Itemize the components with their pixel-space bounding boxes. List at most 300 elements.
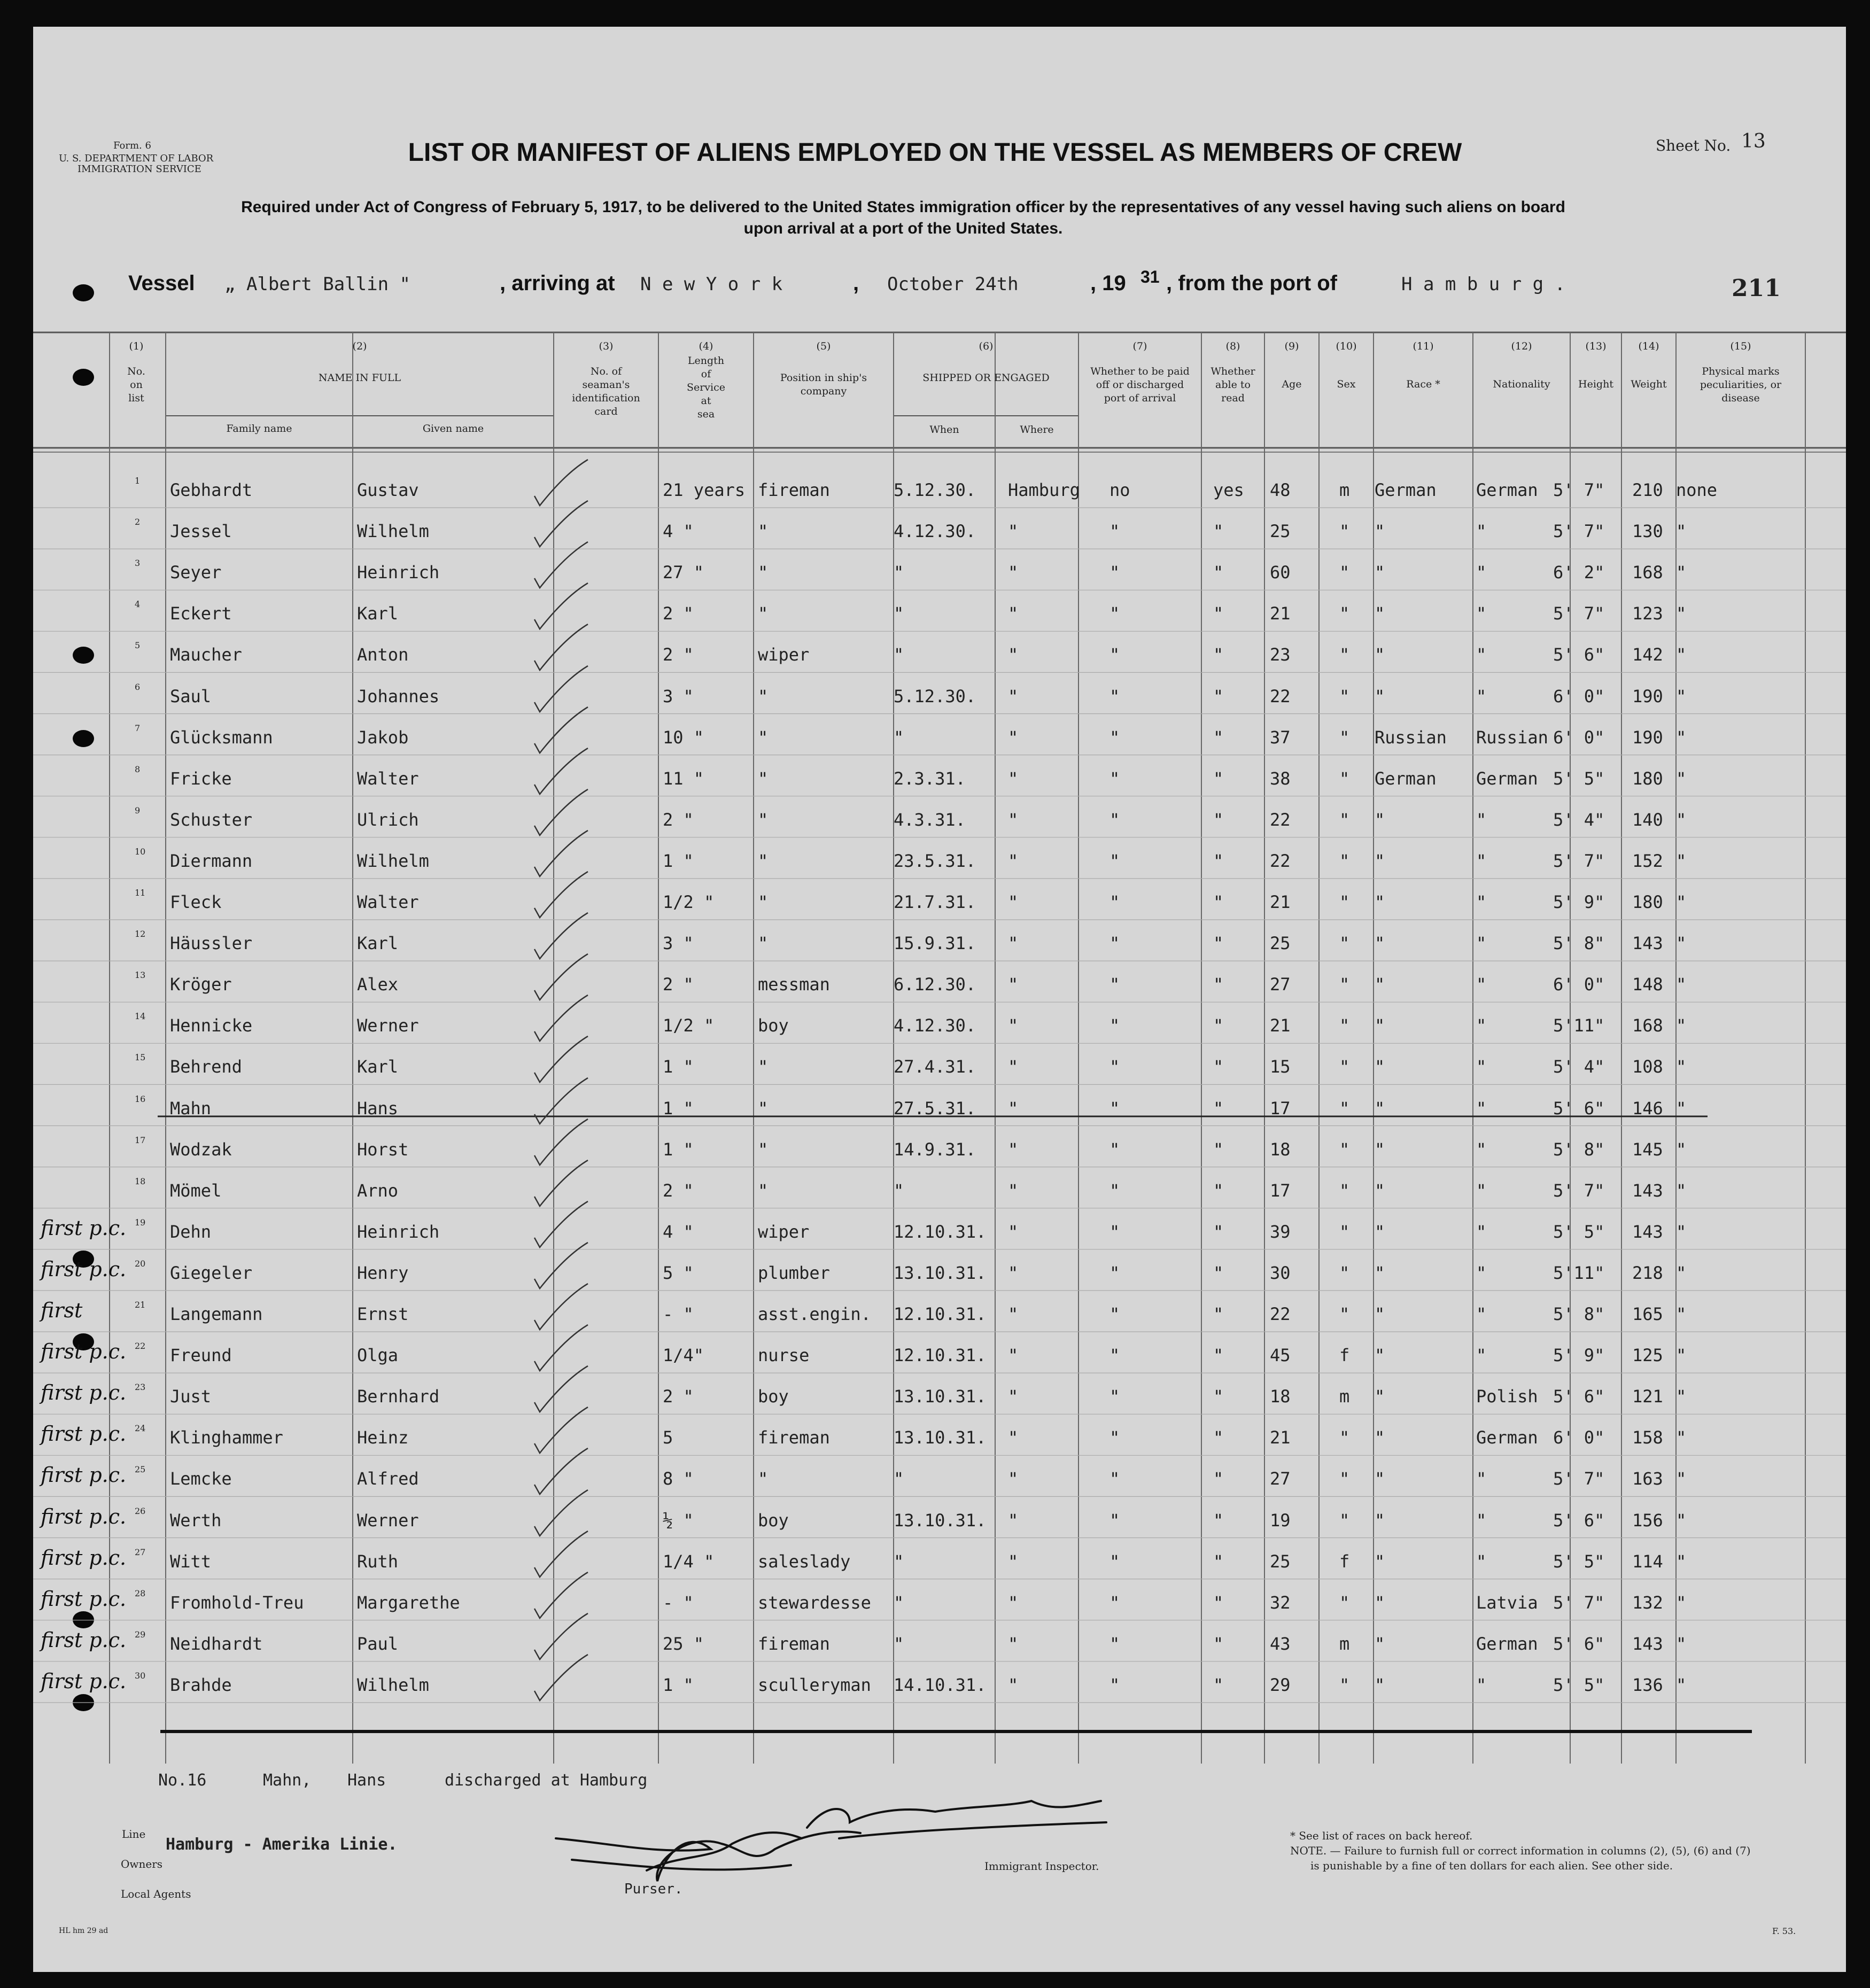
- cell-weight: 156: [1632, 1510, 1663, 1531]
- cell-paid: ": [1109, 1510, 1120, 1531]
- cell-nat: ": [1476, 521, 1487, 542]
- arrival-date: October 24th: [887, 274, 1019, 295]
- cell-service: 3 ": [663, 933, 694, 954]
- cell-family: Eckert: [170, 603, 232, 624]
- cell-where: ": [1008, 686, 1019, 706]
- table-row: [0, 517, 1870, 561]
- cell-marks: ": [1676, 603, 1687, 624]
- cell-position: sculleryman: [758, 1674, 871, 1695]
- cell-when: 13.10.31.: [894, 1427, 987, 1448]
- cell-n: 4: [135, 599, 141, 610]
- cell-n: 21: [135, 1300, 146, 1310]
- cell-given: Ulrich: [357, 809, 419, 830]
- cell-weight: 148: [1632, 974, 1663, 995]
- cell-family: Jessel: [170, 521, 232, 542]
- cell-given: Walter: [357, 768, 419, 789]
- cell-nat: ": [1476, 1551, 1487, 1572]
- inspector-label: Immigrant Inspector.: [984, 1860, 1099, 1873]
- cell-given: Henry: [357, 1262, 409, 1283]
- cell-family: Hennicke: [170, 1015, 253, 1036]
- cell-height: 5' 5": [1553, 1221, 1605, 1242]
- margin-note: first p.c.: [41, 1587, 127, 1611]
- cell-race: ": [1375, 1633, 1385, 1654]
- cell-marks: ": [1676, 727, 1687, 748]
- cell-when: ": [894, 727, 904, 748]
- cell-n: 13: [135, 970, 146, 981]
- col-family-name: Family name: [226, 423, 292, 434]
- cell-n: 26: [135, 1505, 146, 1516]
- cell-read: yes: [1213, 480, 1244, 500]
- cell-where: ": [1008, 562, 1019, 583]
- cell-position: ": [758, 892, 769, 912]
- cell-read: ": [1213, 1139, 1224, 1160]
- cell-where: ": [1008, 1262, 1019, 1283]
- cell-height: 5' 5": [1553, 768, 1605, 789]
- cell-where: ": [1008, 1304, 1019, 1324]
- cell-paid: ": [1109, 1304, 1120, 1324]
- cell-height: 5' 7": [1553, 1592, 1605, 1613]
- margin-note: first p.c.: [41, 1463, 127, 1487]
- cell-paid: ": [1109, 933, 1120, 954]
- cell-where: ": [1008, 1015, 1019, 1036]
- cell-paid: ": [1109, 1015, 1120, 1036]
- cell-sex: ": [1339, 768, 1350, 789]
- cell-family: Behrend: [170, 1057, 242, 1077]
- bottom-left-code: HL hm 29 ad: [59, 1927, 108, 1935]
- cell-family: Schuster: [170, 809, 253, 830]
- cell-family: Freund: [170, 1345, 232, 1366]
- cell-given: Ruth: [357, 1551, 399, 1572]
- cell-n: 9: [135, 805, 141, 816]
- cell-paid: ": [1109, 1674, 1120, 1695]
- col-7-header: (7) Whether to be paid off or discharged port of arrival: [1090, 340, 1190, 404]
- cell-race: ": [1375, 809, 1385, 830]
- cell-sex: ": [1339, 1139, 1350, 1160]
- cell-when: 6.12.30.: [894, 974, 976, 995]
- cell-given: Heinrich: [357, 1221, 440, 1242]
- cell-family: Mahn: [170, 1098, 212, 1119]
- cell-n: 19: [135, 1217, 146, 1228]
- cell-service: 10 ": [663, 727, 704, 748]
- cell-given: Werner: [357, 1015, 419, 1036]
- cell-sex: ": [1339, 933, 1350, 954]
- margin-note: first p.c.: [41, 1216, 127, 1240]
- cell-position: boy: [758, 1510, 789, 1531]
- cell-read: ": [1213, 1674, 1224, 1695]
- cell-race: Russian: [1375, 727, 1447, 748]
- cell-where: ": [1008, 1427, 1019, 1448]
- cell-position: ": [758, 1180, 769, 1201]
- cell-service: 4 ": [663, 1221, 694, 1242]
- cell-given: Karl: [357, 933, 399, 954]
- cell-height: 5' 7": [1553, 603, 1605, 624]
- department-line: U. S. DEPARTMENT OF LABOR: [59, 153, 214, 164]
- cell-weight: 145: [1632, 1139, 1663, 1160]
- col-11-header: (11) Race *: [1406, 340, 1440, 390]
- cell-given: Heinz: [357, 1427, 409, 1448]
- cell-read: ": [1213, 1098, 1224, 1119]
- bottom-right-code: F. 53.: [1772, 1926, 1796, 1936]
- cell-service: 2 ": [663, 644, 694, 665]
- cell-read: ": [1213, 933, 1224, 954]
- cell-height: 5' 6": [1553, 1510, 1605, 1531]
- table-row: [0, 1588, 1870, 1632]
- cell-marks: ": [1676, 1386, 1687, 1407]
- cell-height: 5' 7": [1553, 480, 1605, 500]
- cell-race: ": [1375, 1057, 1385, 1077]
- cell-weight: 136: [1632, 1674, 1663, 1695]
- cell-sex: ": [1339, 850, 1350, 871]
- cell-read: ": [1213, 1633, 1224, 1654]
- sheet-label: Sheet No.: [1656, 137, 1731, 154]
- cell-family: Gebhardt: [170, 480, 253, 500]
- cell-sex: ": [1339, 974, 1350, 995]
- cell-age: 22: [1270, 809, 1291, 830]
- cell-sex: ": [1339, 562, 1350, 583]
- cell-marks: ": [1676, 1592, 1687, 1613]
- cell-family: Dehn: [170, 1221, 212, 1242]
- cell-n: 15: [135, 1052, 146, 1063]
- cell-read: ": [1213, 727, 1224, 748]
- table-row: [0, 1300, 1870, 1344]
- cell-sex: f: [1339, 1345, 1350, 1366]
- cell-service: 4 ": [663, 521, 694, 542]
- cell-marks: ": [1676, 1551, 1687, 1572]
- cell-marks: ": [1676, 1262, 1687, 1283]
- cell-when: ": [894, 603, 904, 624]
- cell-race: ": [1375, 1386, 1385, 1407]
- cell-paid: ": [1109, 1592, 1120, 1613]
- cell-paid: ": [1109, 727, 1120, 748]
- cell-position: fireman: [758, 480, 830, 500]
- cell-age: 48: [1270, 480, 1291, 500]
- cell-marks: ": [1676, 1180, 1687, 1201]
- cell-position: plumber: [758, 1262, 830, 1283]
- cell-nat: Russian: [1476, 727, 1548, 748]
- cell-n: 2: [135, 517, 141, 527]
- cell-sex: ": [1339, 1304, 1350, 1324]
- subtitle-line: upon arrival at a port of the United States.: [743, 220, 1063, 237]
- cell-nat: Polish: [1476, 1386, 1538, 1407]
- cell-where: Hamburg: [1008, 480, 1080, 500]
- cell-service: 2 ": [663, 603, 694, 624]
- cell-read: ": [1213, 686, 1224, 706]
- cell-given: Wilhelm: [357, 850, 429, 871]
- cell-race: ": [1375, 1427, 1385, 1448]
- cell-race: ": [1375, 686, 1385, 706]
- cell-race: ": [1375, 1098, 1385, 1119]
- cell-age: 21: [1270, 1015, 1291, 1036]
- cell-when: ": [894, 1633, 904, 1654]
- cell-service: 1 ": [663, 1674, 694, 1695]
- cell-age: 25: [1270, 933, 1291, 954]
- cell-nat: ": [1476, 1180, 1487, 1201]
- cell-marks: ": [1676, 974, 1687, 995]
- cell-paid: ": [1109, 1386, 1120, 1407]
- table-row: [0, 1258, 1870, 1302]
- cell-when: ": [894, 562, 904, 583]
- cell-when: 13.10.31.: [894, 1386, 987, 1407]
- cell-position: fireman: [758, 1633, 830, 1654]
- cell-weight: 130: [1632, 521, 1663, 542]
- arriving-port: N e w Y o r k: [640, 274, 783, 295]
- cell-n: 12: [135, 929, 146, 939]
- cell-service: 2 ": [663, 1180, 694, 1201]
- cell-marks: ": [1676, 1345, 1687, 1366]
- cell-sex: ": [1339, 521, 1350, 542]
- cell-family: Langemann: [170, 1304, 263, 1324]
- cell-nat: ": [1476, 892, 1487, 912]
- cell-n: 11: [135, 888, 146, 898]
- cell-when: 27.5.31.: [894, 1098, 976, 1119]
- cell-when: ": [894, 1592, 904, 1613]
- cell-position: wiper: [758, 644, 810, 665]
- cell-weight: 132: [1632, 1592, 1663, 1613]
- table-row: [0, 1217, 1870, 1261]
- cell-read: ": [1213, 1057, 1224, 1077]
- col-9-header: (9) Age: [1282, 340, 1302, 390]
- cell-height: 5' 8": [1553, 1139, 1605, 1160]
- cell-age: 25: [1270, 521, 1291, 542]
- cell-where: ": [1008, 727, 1019, 748]
- discharge-note-given: Hans: [347, 1771, 386, 1790]
- col-when: When: [929, 424, 959, 436]
- cell-where: ": [1008, 1551, 1019, 1572]
- table-row: [0, 681, 1870, 726]
- table-row: [0, 1011, 1870, 1055]
- cell-marks: ": [1676, 1427, 1687, 1448]
- cell-n: 18: [135, 1176, 146, 1186]
- cell-position: fireman: [758, 1427, 830, 1448]
- cell-family: Neidhardt: [170, 1633, 263, 1654]
- cell-nat: ": [1476, 974, 1487, 995]
- cell-paid: ": [1109, 1551, 1120, 1572]
- cell-position: boy: [758, 1386, 789, 1407]
- margin-note: first p.c.: [41, 1340, 127, 1364]
- cell-read: ": [1213, 768, 1224, 789]
- cell-height: 5' 9": [1553, 1345, 1605, 1366]
- cell-nat: ": [1476, 1015, 1487, 1036]
- cell-service: 27 ": [663, 562, 704, 583]
- cell-marks: ": [1676, 1510, 1687, 1531]
- cell-read: ": [1213, 892, 1224, 912]
- cell-when: 13.10.31.: [894, 1510, 987, 1531]
- cell-read: ": [1213, 521, 1224, 542]
- cell-sex: m: [1339, 1386, 1350, 1407]
- cell-race: ": [1375, 1551, 1385, 1572]
- cell-race: ": [1375, 1674, 1385, 1695]
- cell-read: ": [1213, 809, 1224, 830]
- cell-age: 37: [1270, 727, 1291, 748]
- cell-given: Margarethe: [357, 1592, 460, 1613]
- cell-height: 6' 2": [1553, 562, 1605, 583]
- margin-note: first p.c.: [41, 1546, 127, 1570]
- col-3-header: (3) No. of seaman's identification card: [572, 340, 640, 417]
- table-row: [0, 640, 1870, 684]
- cell-n: 3: [135, 558, 141, 569]
- cell-family: Kröger: [170, 974, 232, 995]
- page-title: LIST OR MANIFEST OF ALIENS EMPLOYED ON THE VESSEL AS MEMBERS OF CREW: [408, 138, 1462, 167]
- cell-where: ": [1008, 1345, 1019, 1366]
- cell-position: ": [758, 1469, 769, 1489]
- cell-race: ": [1375, 1469, 1385, 1489]
- cell-sex: ": [1339, 1592, 1350, 1613]
- discharge-note-number: No.16: [158, 1771, 207, 1790]
- cell-nat: ": [1476, 1098, 1487, 1119]
- cell-when: 12.10.31.: [894, 1221, 987, 1242]
- cell-age: 43: [1270, 1633, 1291, 1654]
- cell-service: - ": [663, 1304, 694, 1324]
- cell-position: ": [758, 686, 769, 706]
- cell-race: ": [1375, 1304, 1385, 1324]
- cell-race: German: [1375, 480, 1437, 500]
- cell-age: 21: [1270, 892, 1291, 912]
- cell-nat: German: [1476, 768, 1538, 789]
- table-row: [0, 764, 1870, 808]
- cell-age: 17: [1270, 1180, 1291, 1201]
- cell-given: Johannes: [357, 686, 440, 706]
- cell-height: 5' 6": [1553, 1633, 1605, 1654]
- cell-marks: ": [1676, 850, 1687, 871]
- vessel-label: Vessel: [128, 271, 195, 295]
- cell-given: Bernhard: [357, 1386, 440, 1407]
- cell-weight: 121: [1632, 1386, 1663, 1407]
- cell-weight: 143: [1632, 1180, 1663, 1201]
- cell-paid: ": [1109, 1427, 1120, 1448]
- cell-when: 12.10.31.: [894, 1304, 987, 1324]
- cell-weight: 143: [1632, 1221, 1663, 1242]
- sheet-number: 13: [1741, 130, 1766, 152]
- cell-height: 5' 9": [1553, 892, 1605, 912]
- cell-where: ": [1008, 1386, 1019, 1407]
- cell-age: 22: [1270, 850, 1291, 871]
- cell-service: 5 ": [663, 1262, 694, 1283]
- cell-nat: German: [1476, 1427, 1538, 1448]
- cell-age: 18: [1270, 1386, 1291, 1407]
- cell-height: 6' 0": [1553, 686, 1605, 706]
- cell-given: Alfred: [357, 1469, 419, 1489]
- table-row: [0, 805, 1870, 849]
- cell-given: Hans: [357, 1098, 399, 1119]
- cell-n: 27: [135, 1547, 146, 1557]
- cell-given: Olga: [357, 1345, 399, 1366]
- margin-note: first p.c.: [41, 1628, 127, 1652]
- cell-weight: 152: [1632, 850, 1663, 871]
- cell-height: 5' 4": [1553, 1057, 1605, 1077]
- cell-height: 5' 7": [1553, 1469, 1605, 1489]
- cell-where: ": [1008, 892, 1019, 912]
- cell-position: boy: [758, 1015, 789, 1036]
- cell-race: ": [1375, 1221, 1385, 1242]
- cell-family: Just: [170, 1386, 212, 1407]
- cell-family: Brahde: [170, 1674, 232, 1695]
- table-row: [0, 1464, 1870, 1508]
- cell-weight: 123: [1632, 603, 1663, 624]
- cell-sex: ": [1339, 1427, 1350, 1448]
- cell-given: Anton: [357, 644, 409, 665]
- cell-when: ": [894, 1469, 904, 1489]
- table-row: [0, 846, 1870, 890]
- discharge-note-text: discharged at Hamburg: [445, 1771, 648, 1790]
- cell-where: ": [1008, 1469, 1019, 1489]
- cell-height: 6' 0": [1553, 727, 1605, 748]
- cell-where: ": [1008, 974, 1019, 995]
- discharge-note-name: Mahn,: [263, 1771, 312, 1790]
- cell-n: 22: [135, 1341, 146, 1352]
- cell-nat: ": [1476, 1139, 1487, 1160]
- penalty-note-2: is punishable by a fine of ten dollars for each alien. See other side.: [1310, 1859, 1673, 1872]
- cell-height: 5' 6": [1553, 644, 1605, 665]
- cell-position: ": [758, 1098, 769, 1119]
- cell-height: 5' 7": [1553, 850, 1605, 871]
- cell-position: ": [758, 768, 769, 789]
- year-suffix: 31: [1140, 267, 1160, 286]
- cell-marks: ": [1676, 1139, 1687, 1160]
- cell-family: Fromhold-Treu: [170, 1592, 304, 1613]
- cell-paid: ": [1109, 1098, 1120, 1119]
- table-row: [0, 929, 1870, 973]
- cell-when: 21.7.31.: [894, 892, 976, 912]
- cell-where: ": [1008, 1633, 1019, 1654]
- cell-where: ": [1008, 1510, 1019, 1531]
- cell-race: ": [1375, 1139, 1385, 1160]
- cell-n: 20: [135, 1258, 146, 1269]
- cell-n: 23: [135, 1382, 146, 1393]
- cell-service: 11 ": [663, 768, 704, 789]
- cell-height: 5' 8": [1553, 1304, 1605, 1324]
- cell-read: ": [1213, 603, 1224, 624]
- cell-where: ": [1008, 1592, 1019, 1613]
- cell-when: 27.4.31.: [894, 1057, 976, 1077]
- cell-weight: 190: [1632, 686, 1663, 706]
- cell-marks: ": [1676, 1469, 1687, 1489]
- cell-nat: ": [1476, 1221, 1487, 1242]
- margin-note: first p.c.: [41, 1381, 127, 1405]
- cell-height: 5' 7": [1553, 521, 1605, 542]
- cell-nat: ": [1476, 644, 1487, 665]
- cell-service: 1 ": [663, 1139, 694, 1160]
- col-where: Where: [1020, 424, 1054, 436]
- cell-race: German: [1375, 768, 1437, 789]
- form-number: Form. 6: [113, 140, 151, 151]
- subtitle-line: Required under Act of Congress of February 5, 1917, to be delivered to the United States immigration officer by the representatives of any vessel having such aliens on board: [241, 198, 1565, 216]
- cell-race: ": [1375, 892, 1385, 912]
- from-port: H a m b u r g .: [1401, 274, 1566, 295]
- cell-service: 25 ": [663, 1633, 704, 1654]
- cell-when: 14.10.31.: [894, 1674, 987, 1695]
- cell-n: 25: [135, 1464, 146, 1475]
- cell-nat: ": [1476, 562, 1487, 583]
- cell-paid: ": [1109, 1633, 1120, 1654]
- cell-when: ": [894, 1551, 904, 1572]
- cell-weight: 146: [1632, 1098, 1663, 1119]
- cell-weight: 210: [1632, 480, 1663, 500]
- cell-sex: ": [1339, 686, 1350, 706]
- table-row: [0, 970, 1870, 1014]
- cell-race: ": [1375, 1510, 1385, 1531]
- cell-position: wiper: [758, 1221, 810, 1242]
- cell-given: Karl: [357, 1057, 399, 1077]
- cell-nat: ": [1476, 686, 1487, 706]
- table-row: [0, 1547, 1870, 1591]
- col-2-header: (2) NAME IN FULL: [318, 340, 401, 384]
- cell-weight: 168: [1632, 562, 1663, 583]
- cell-height: 5'11": [1553, 1262, 1605, 1283]
- cell-paid: ": [1109, 1262, 1120, 1283]
- margin-note: first p.c.: [41, 1504, 127, 1528]
- cell-weight: 218: [1632, 1262, 1663, 1283]
- cell-paid: ": [1109, 603, 1120, 624]
